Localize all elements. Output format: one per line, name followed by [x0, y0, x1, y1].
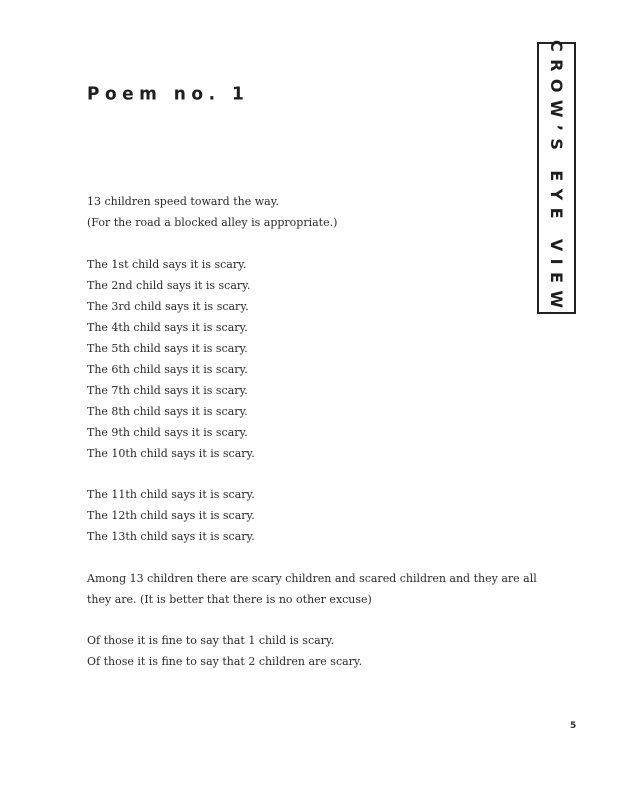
side-title-box: [537, 42, 576, 314]
poem-line: The 8th child says it is scary.: [87, 404, 248, 418]
poem-line: The 3rd child says it is scary.: [87, 299, 249, 313]
poem-line: The 11th child says it is scary.: [87, 488, 255, 501]
poem-line: The 9th child says it is scary.: [87, 425, 248, 439]
poem-line: they are. (It is better that there is no other excuse): [87, 592, 372, 606]
poem-line: The 13th child says it is scary.: [87, 530, 255, 543]
stanza: [87, 254, 527, 464]
stanza: [87, 568, 537, 610]
stanza: [87, 630, 527, 672]
poem-line: The 10th child says it is scary.: [87, 446, 255, 460]
poem-line: The 12th child says it is scary.: [87, 509, 255, 522]
poem-line: The 1st child says it is scary.: [87, 257, 247, 271]
poem-body: [87, 191, 537, 693]
side-title: CROW’S EYE VIEW: [547, 40, 566, 316]
poem-line: The 6th child says it is scary.: [87, 362, 248, 376]
poem-line: The 4th child says it is scary.: [87, 320, 248, 334]
page-number: 5: [570, 721, 577, 731]
stanza: [87, 484, 527, 547]
poem-line: (For the road a blocked alley is appropriate.): [87, 216, 338, 229]
poem-line: Among 13 children there are scary children and scared children and they are all: [87, 571, 537, 585]
poem-line: The 2nd child says it is scary.: [87, 278, 251, 292]
poem-line: The 5th child says it is scary.: [87, 341, 248, 355]
poem-line: Of those it is fine to say that 1 child is scary.: [87, 634, 335, 647]
stanza: [87, 191, 527, 233]
poem-line: Of those it is fine to say that 2 children are scary.: [87, 655, 363, 668]
poem-title: Poem no. 1: [87, 84, 250, 105]
poem-line: 13 children speed toward the way.: [87, 195, 279, 208]
poem-line: The 7th child says it is scary.: [87, 383, 248, 397]
